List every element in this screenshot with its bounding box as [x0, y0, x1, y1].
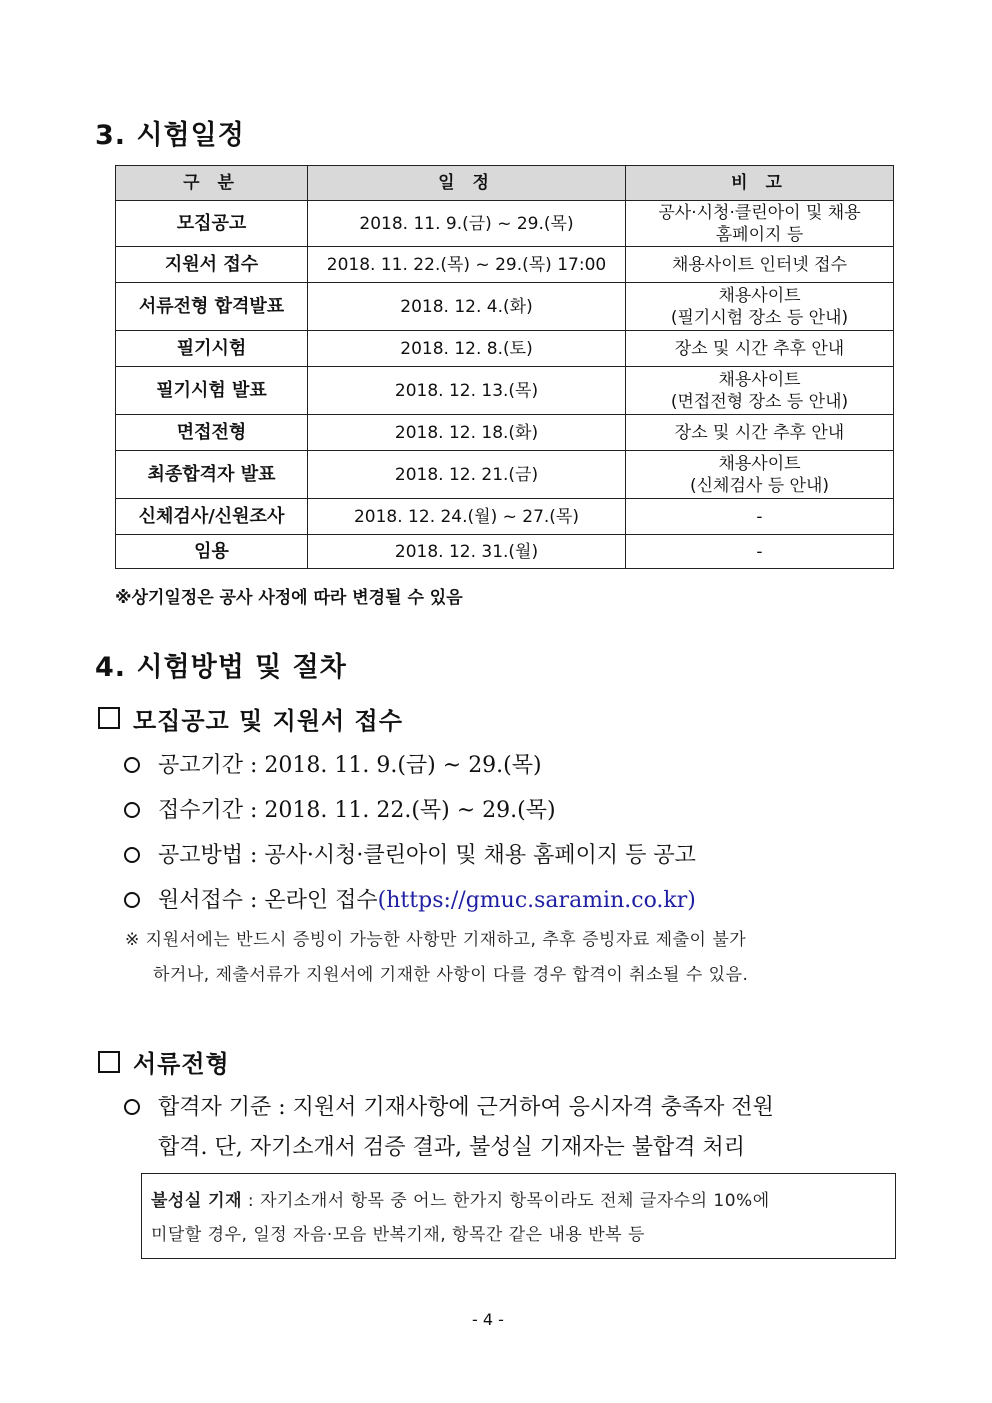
row-note	[626, 283, 894, 331]
insincere-entry-line-2: 미달할 경우, 일정 자음·모음 반복기재, 항목간 같은 내용 반복 등	[151, 1225, 645, 1245]
row-category: 서류전형 합격발표	[116, 283, 308, 331]
note-line: 채용사이트	[718, 285, 801, 306]
table-row	[116, 247, 894, 283]
row-note: -	[626, 535, 894, 569]
list-item: 접수기간 : 2018. 11. 22.(목) ~ 29.(목)	[158, 798, 556, 823]
row-category: 필기시험	[116, 331, 308, 367]
list-item: 공고방법 : 공사·시청·클린아이 및 채용 홈페이지 등 공고	[158, 843, 696, 868]
row-schedule: 2018. 12. 13.(목)	[308, 367, 626, 415]
header-category: 구 분	[116, 166, 308, 201]
page-number: - 4 -	[472, 1310, 504, 1329]
table-row	[116, 535, 894, 569]
insincere-entry-label: 불성실 기재	[151, 1191, 243, 1211]
section-3-title: 3. 시험일정	[95, 120, 245, 151]
row-category: 최종합격자 발표	[116, 451, 308, 499]
schedule-table	[115, 165, 894, 569]
row-schedule: 2018. 12. 24.(월) ~ 27.(목)	[308, 499, 626, 535]
note-line: (필기시험 장소 등 안내)	[670, 307, 849, 328]
row-note	[626, 451, 894, 499]
row-schedule: 2018. 12. 4.(화)	[308, 283, 626, 331]
application-site-link[interactable]: (https://gmuc.saramin.co.kr)	[377, 888, 696, 913]
row-category: 필기시험 발표	[116, 367, 308, 415]
note-line: 채용사이트	[718, 453, 801, 474]
application-notice-line-2: 하거나, 제출서류가 지원서에 기재한 사항이 다를 경우 합격이 취소될 수 있음.	[153, 965, 749, 985]
insincere-entry-desc: : 자기소개서 항목 중 어느 한가지 항목이라도 전체 글자수의 10%에	[242, 1191, 770, 1211]
table-row	[116, 451, 894, 499]
circle-bullet-icon	[124, 1099, 140, 1115]
note-line: (면접전형 장소 등 안내)	[670, 391, 849, 412]
row-category: 면접전형	[116, 415, 308, 451]
table-header-row	[116, 166, 894, 201]
insincere-entry-line-1	[151, 1186, 770, 1211]
header-schedule: 일 정	[308, 166, 626, 201]
subsection-recruitment-title: 모집공고 및 지원서 접수	[133, 707, 403, 735]
application-label: 원서접수 : 온라인 접수	[158, 888, 378, 913]
schedule-footnote: ※상기일정은 공사 사정에 따라 변경될 수 있음	[115, 588, 463, 608]
circle-bullet-icon	[124, 847, 140, 863]
row-note: 장소 및 시간 추후 안내	[626, 331, 894, 367]
table-row	[116, 201, 894, 247]
row-schedule: 2018. 12. 8.(토)	[308, 331, 626, 367]
application-notice-line-1: ※ 지원서에는 반드시 증빙이 가능한 사항만 기재하고, 추후 증빙자료 제출이 불가	[125, 930, 747, 950]
table-row	[116, 415, 894, 451]
row-schedule: 2018. 12. 21.(금)	[308, 451, 626, 499]
row-schedule: 2018. 11. 22.(목) ~ 29.(목) 17:00	[308, 247, 626, 283]
checkbox-square-icon	[98, 707, 120, 729]
circle-bullet-icon	[124, 757, 140, 773]
subsection-document-screening-title: 서류전형	[133, 1050, 230, 1078]
row-schedule: 2018. 12. 31.(월)	[308, 535, 626, 569]
list-item	[158, 883, 696, 914]
row-schedule: 2018. 12. 18.(화)	[308, 415, 626, 451]
section-4-title: 4. 시험방법 및 절차	[95, 652, 347, 683]
row-note	[626, 367, 894, 415]
note-line: 채용사이트	[718, 369, 801, 390]
table-row	[116, 283, 894, 331]
circle-bullet-icon	[124, 802, 140, 818]
table-row	[116, 331, 894, 367]
checkbox-square-icon	[98, 1051, 120, 1073]
row-note	[626, 201, 894, 247]
row-category: 모집공고	[116, 201, 308, 247]
circle-bullet-icon	[124, 892, 140, 908]
list-item: 공고기간 : 2018. 11. 9.(금) ~ 29.(목)	[158, 753, 542, 778]
table-row	[116, 367, 894, 415]
note-line: 공사·시청·클린아이 및 채용	[658, 202, 861, 223]
pass-criteria-line-2: 합격. 단, 자기소개서 검증 결과, 불성실 기재자는 불합격 처리	[158, 1135, 745, 1160]
pass-criteria-line-1: 합격자 기준 : 지원서 기재사항에 근거하여 응시자격 충족자 전원	[158, 1095, 774, 1120]
header-note: 비 고	[626, 166, 894, 201]
note-line: (신체검사 등 안내)	[689, 475, 830, 496]
row-category: 신체검사/신원조사	[116, 499, 308, 535]
note-line: 홈페이지 등	[715, 224, 804, 245]
row-note: 채용사이트 인터넷 접수	[626, 247, 894, 283]
table-row	[116, 499, 894, 535]
row-category: 지원서 접수	[116, 247, 308, 283]
row-note: -	[626, 499, 894, 535]
row-schedule: 2018. 11. 9.(금) ~ 29.(목)	[308, 201, 626, 247]
row-category: 임용	[116, 535, 308, 569]
row-note: 장소 및 시간 추후 안내	[626, 415, 894, 451]
